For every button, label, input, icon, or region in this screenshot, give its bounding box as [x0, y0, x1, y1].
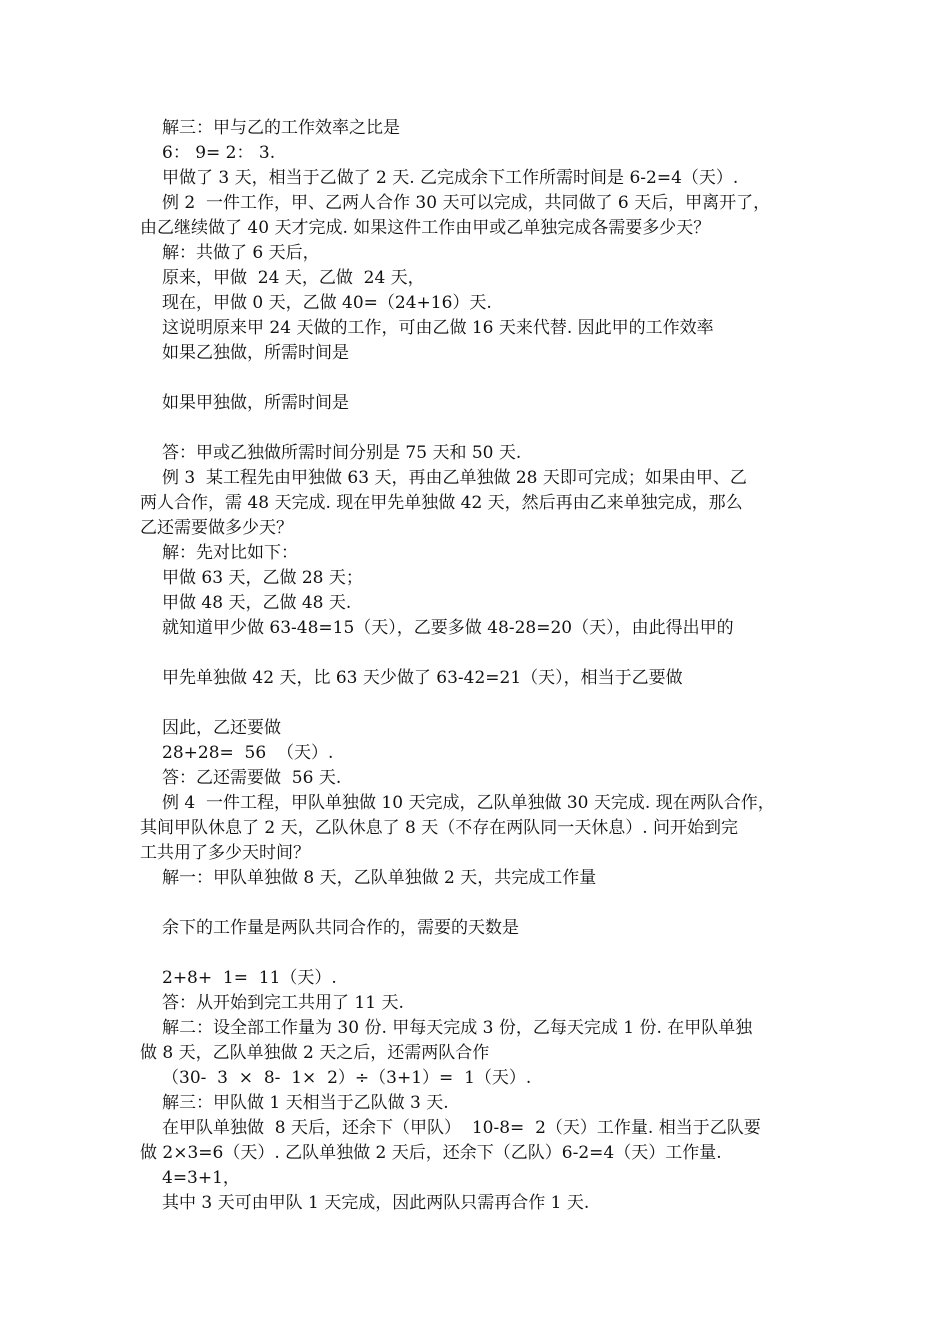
- text-line: 答：乙还需要做 56 天.: [162, 768, 342, 788]
- text-line: 余下的工作量是两队共同合作的，需要的天数是: [162, 918, 519, 938]
- text-line: 做 2×3=6（天）. 乙队单独做 2 天后，还余下（乙队）6-2=4（天）工作量.: [140, 1143, 722, 1163]
- text-line: 甲做了 3 天，相当于乙做了 2 天. 乙完成余下工作所需时间是 6-2=4（天）.: [162, 168, 739, 188]
- text-line: 工共用了多少天时间？: [140, 843, 310, 863]
- text-line: 其间甲队休息了 2 天，乙队休息了 8 天（不存在两队同一天休息）. 问开始到完: [140, 818, 739, 838]
- text-line: 解：先对比如下：: [162, 543, 298, 563]
- text-line: 解一：甲队单独做 8 天，乙队单独做 2 天，共完成工作量: [162, 868, 597, 888]
- text-line: 甲先单独做 42 天，比 63 天少做了 63-42=21（天），相当于乙要做: [162, 668, 683, 688]
- text-line: 甲做 63 天，乙做 28 天；: [162, 568, 363, 588]
- text-line: 例 3 某工程先由甲独做 63 天，再由乙单独做 28 天即可完成；如果由甲、乙: [162, 468, 747, 488]
- text-line: 解三：甲与乙的工作效率之比是: [162, 118, 400, 138]
- text-line: 28+28= 56 （天）.: [162, 743, 334, 763]
- text-line: 例 2 一件工作，甲、乙两人合作 30 天可以完成，共同做了 6 天后，甲离开了，: [162, 193, 771, 213]
- text-line: 就知道甲少做 63-48=15（天），乙要多做 48-28=20（天），由此得出甲的: [162, 618, 734, 638]
- text-line: 在甲队单独做 8 天后，还余下（甲队） 10-8= 2（天）工作量. 相当于乙队要: [162, 1118, 761, 1138]
- text-line: 答：从开始到完工共用了 11 天.: [162, 993, 404, 1013]
- text-line: 甲做 48 天，乙做 48 天.: [162, 593, 352, 613]
- text-line: 6： 9= 2： 3.: [162, 143, 276, 163]
- text-line: 其中 3 天可由甲队 1 天完成，因此两队只需再合作 1 天.: [162, 1193, 590, 1213]
- text-line: 答：甲或乙独做所需时间分别是 75 天和 50 天.: [162, 443, 522, 463]
- text-line: 4=3+1，: [162, 1168, 240, 1188]
- text-line: 两人合作，需 48 天完成. 现在甲先单独做 42 天，然后再由乙来单独完成，那么: [140, 493, 743, 513]
- text-line: 做 8 天，乙队单独做 2 天之后，还需两队合作: [140, 1043, 490, 1063]
- text-line: 原来，甲做 24 天，乙做 24 天，: [162, 268, 425, 288]
- text-line: 因此，乙还要做: [162, 718, 281, 738]
- text-line: 例 4 一件工程，甲队单独做 10 天完成，乙队单独做 30 天完成. 现在两队合作，: [162, 793, 775, 813]
- text-line: 由乙继续做了 40 天才完成. 如果这件工作由甲或乙单独完成各需要多少天？: [140, 218, 711, 238]
- text-line: 如果乙独做，所需时间是: [162, 343, 349, 363]
- text-line: 如果甲独做，所需时间是: [162, 393, 349, 413]
- document-body: [140, 116, 820, 1216]
- text-line: 解二：设全部工作量为 30 份. 甲每天完成 3 份，乙每天完成 1 份. 在甲队单独: [162, 1018, 753, 1038]
- text-line: 乙还需要做多少天？: [140, 518, 293, 538]
- text-line: （30- 3 × 8- 1× 2）÷（3+1）= 1（天）.: [162, 1068, 532, 1088]
- text-line: 2+8+ 1= 11（天）.: [162, 968, 337, 988]
- text-line: 这说明原来甲 24 天做的工作，可由乙做 16 天来代替. 因此甲的工作效率: [162, 318, 714, 338]
- text-line: 现在，甲做 0 天，乙做 40=（24+16）天.: [162, 293, 492, 313]
- text-line: 解三：甲队做 1 天相当于乙队做 3 天.: [162, 1093, 449, 1113]
- text-line: 解：共做了 6 天后，: [162, 243, 320, 263]
